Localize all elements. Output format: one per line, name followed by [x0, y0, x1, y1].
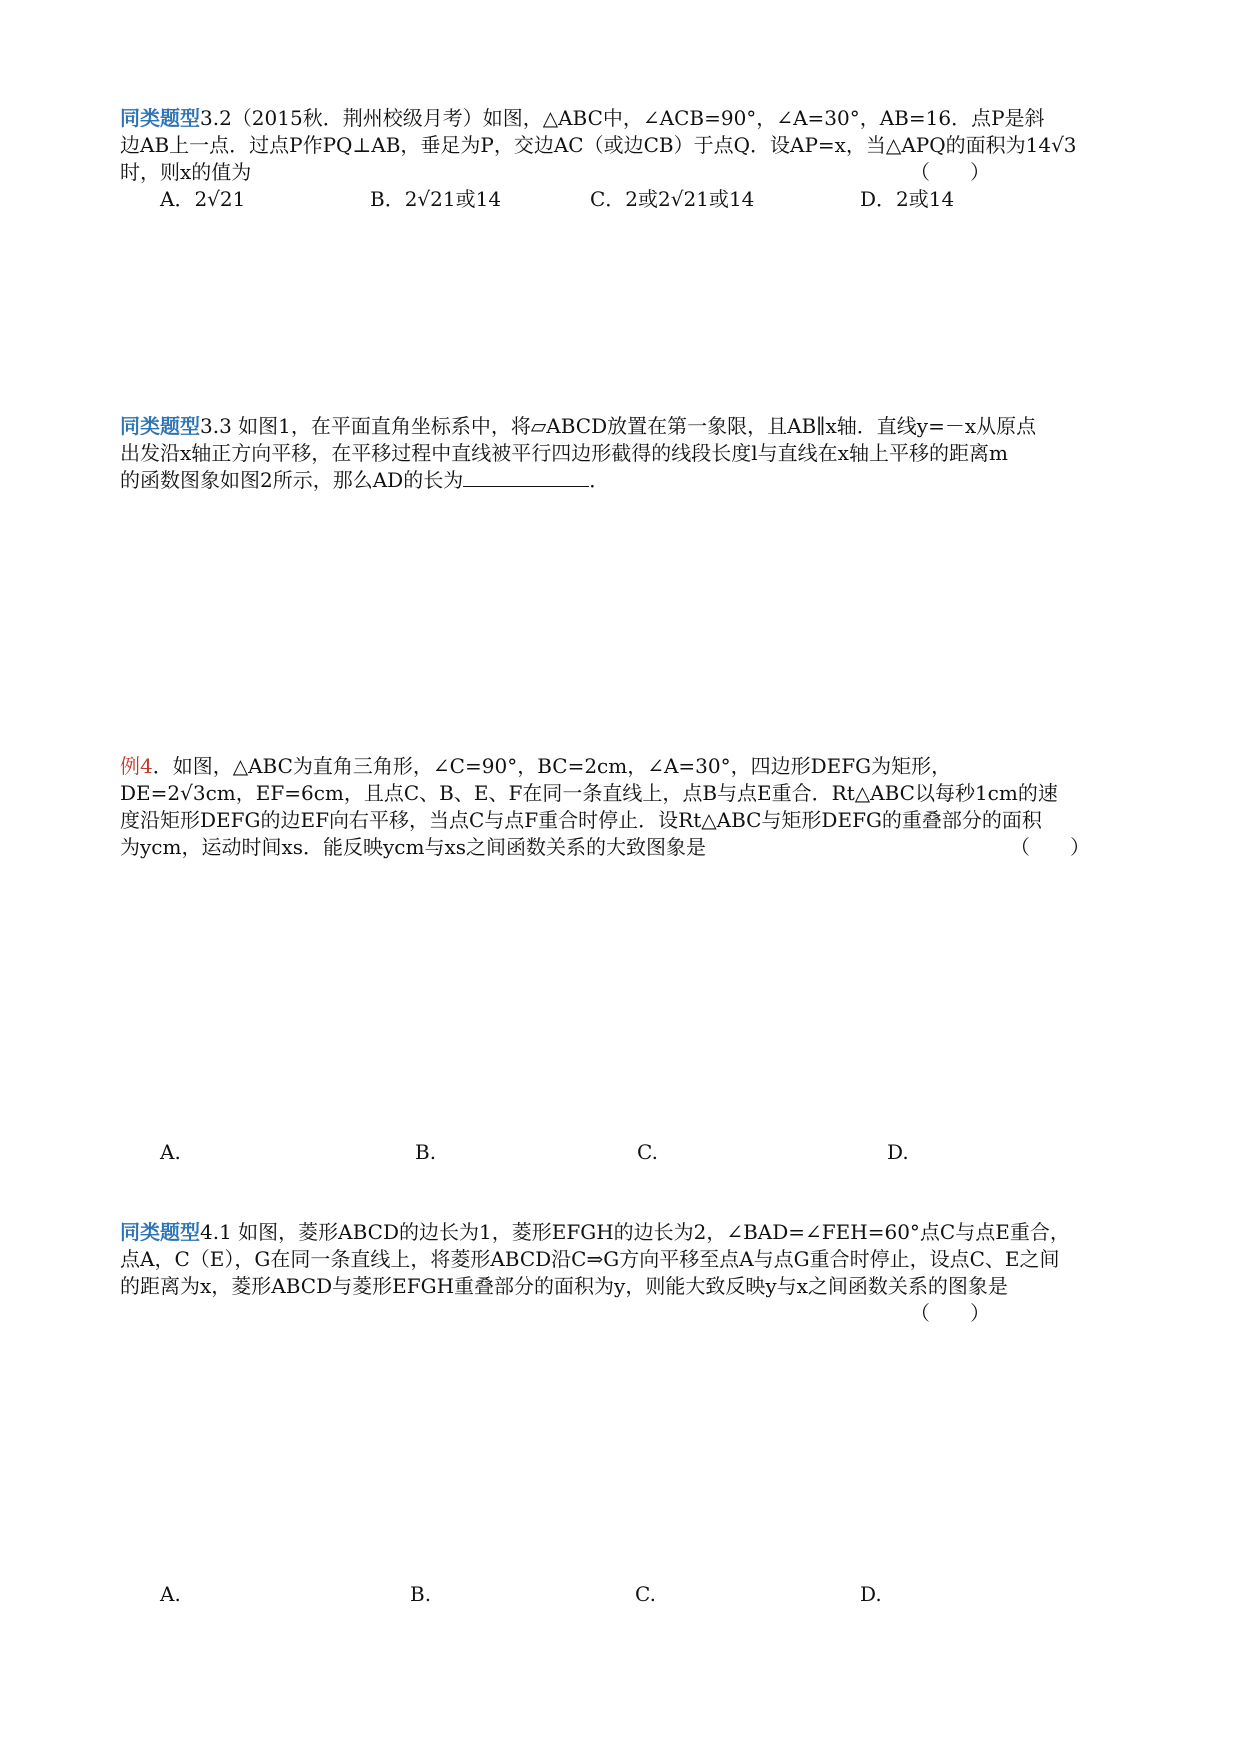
option-d: D.	[860, 1582, 882, 1606]
option-c: C.	[637, 1140, 658, 1164]
example-tag: 例4	[120, 754, 153, 778]
example-4-line-3: 度沿矩形DEFG的边EF向右平移，当点C与点F重合时停止．设Rt△ABC与矩形DEFG的重叠部分的面积	[120, 808, 1042, 832]
option-a: A．2√21	[160, 187, 246, 211]
problem-tag: 同类题型	[120, 106, 200, 130]
options-row	[160, 185, 1000, 213]
problem-3-2-line-2: 边AB上一点．过点P作PQ⊥AB，垂足为P，交边AC（或边CB）于点Q．设AP=x，当△APQ的面积为14√3	[120, 133, 1077, 157]
option-b: B.	[415, 1140, 437, 1164]
problem-4-1-line-2: 点A，C（E），G在同一条直线上，将菱形ABCD沿C⇒G方向平移至点A与点G重合时停止，设点C、E之间	[120, 1247, 1060, 1271]
problem-3-2-line-3: 时，则x的值为	[120, 160, 252, 184]
problem-3-3-line-1: 同类题型3.3 如图1，在平面直角坐标系中，将▱ABCD放置在第一象限，且AB∥x轴．直线y=－x从原点	[120, 414, 1037, 438]
answer-graphs-example-4	[150, 1014, 1120, 1154]
answer-parentheses: （ ）	[1010, 835, 1090, 859]
problem-tag: 同类题型	[120, 1220, 200, 1244]
problem-tag: 同类题型	[120, 414, 200, 438]
option-b: B.	[410, 1582, 432, 1606]
problem-4-1-line-1: 同类题型4.1 如图，菱形ABCD的边长为1，菱形EFGH的边长为2，∠BAD=∠FEH=60°点C与点E重合，	[120, 1220, 1070, 1244]
triangle-rectangle-figure	[118, 868, 338, 1016]
example-4-line-1: 例4．如图，△ABC为直角三角形，∠C=90°，BC=2cm，∠A=30°，四边形DEFG为矩形，	[120, 754, 952, 778]
problem-3-3-line-3: 的函数图象如图2所示，那么AD的长为 ．	[120, 468, 610, 492]
option-a: A.	[160, 1140, 181, 1164]
option-d: D.	[887, 1140, 909, 1164]
answer-blank	[463, 466, 589, 487]
coordinate-graphs-figure	[116, 500, 770, 696]
problem-4-1-line-3: 的距离为x，菱形ABCD与菱形EFGH重叠部分的面积为y，则能大致反映y与x之间函数关系的图象是	[120, 1274, 1008, 1298]
option-b: B．2√21或14	[370, 187, 502, 211]
answer-parentheses: （ ）	[910, 1301, 990, 1325]
answer-parentheses: （ ）	[910, 160, 990, 184]
rhombus-figures	[116, 1326, 626, 1470]
example-4-line-2: DE=2√3cm，EF=6cm，且点C、B、E、F在同一条直线上，点B与点E重合．Rt△ABC以每秒1cm的速	[120, 781, 1058, 805]
option-c: C.	[635, 1582, 656, 1606]
options-row	[160, 1580, 920, 1608]
option-a: A.	[160, 1582, 181, 1606]
option-d: D．2或14	[860, 187, 955, 211]
triangle-abc-figure	[118, 226, 428, 382]
example-4-line-4: 为ycm，运动时间xs．能反映ycm与xs之间函数关系的大致图象是	[120, 835, 707, 859]
problem-3-2-line-1: 同类题型3.2（2015秋．荆州校级月考）如图，△ABC中，∠ACB=90°，∠A=30°，AB=16．点P是斜	[120, 106, 1045, 130]
options-row	[160, 1138, 947, 1166]
option-c: C．2或2√21或14	[590, 187, 755, 211]
problem-3-3-line-2: 出发沿x轴正方向平移，在平移过程中直线被平行四边形截得的线段长度l与直线在x轴上平移的距离m	[120, 441, 1008, 465]
